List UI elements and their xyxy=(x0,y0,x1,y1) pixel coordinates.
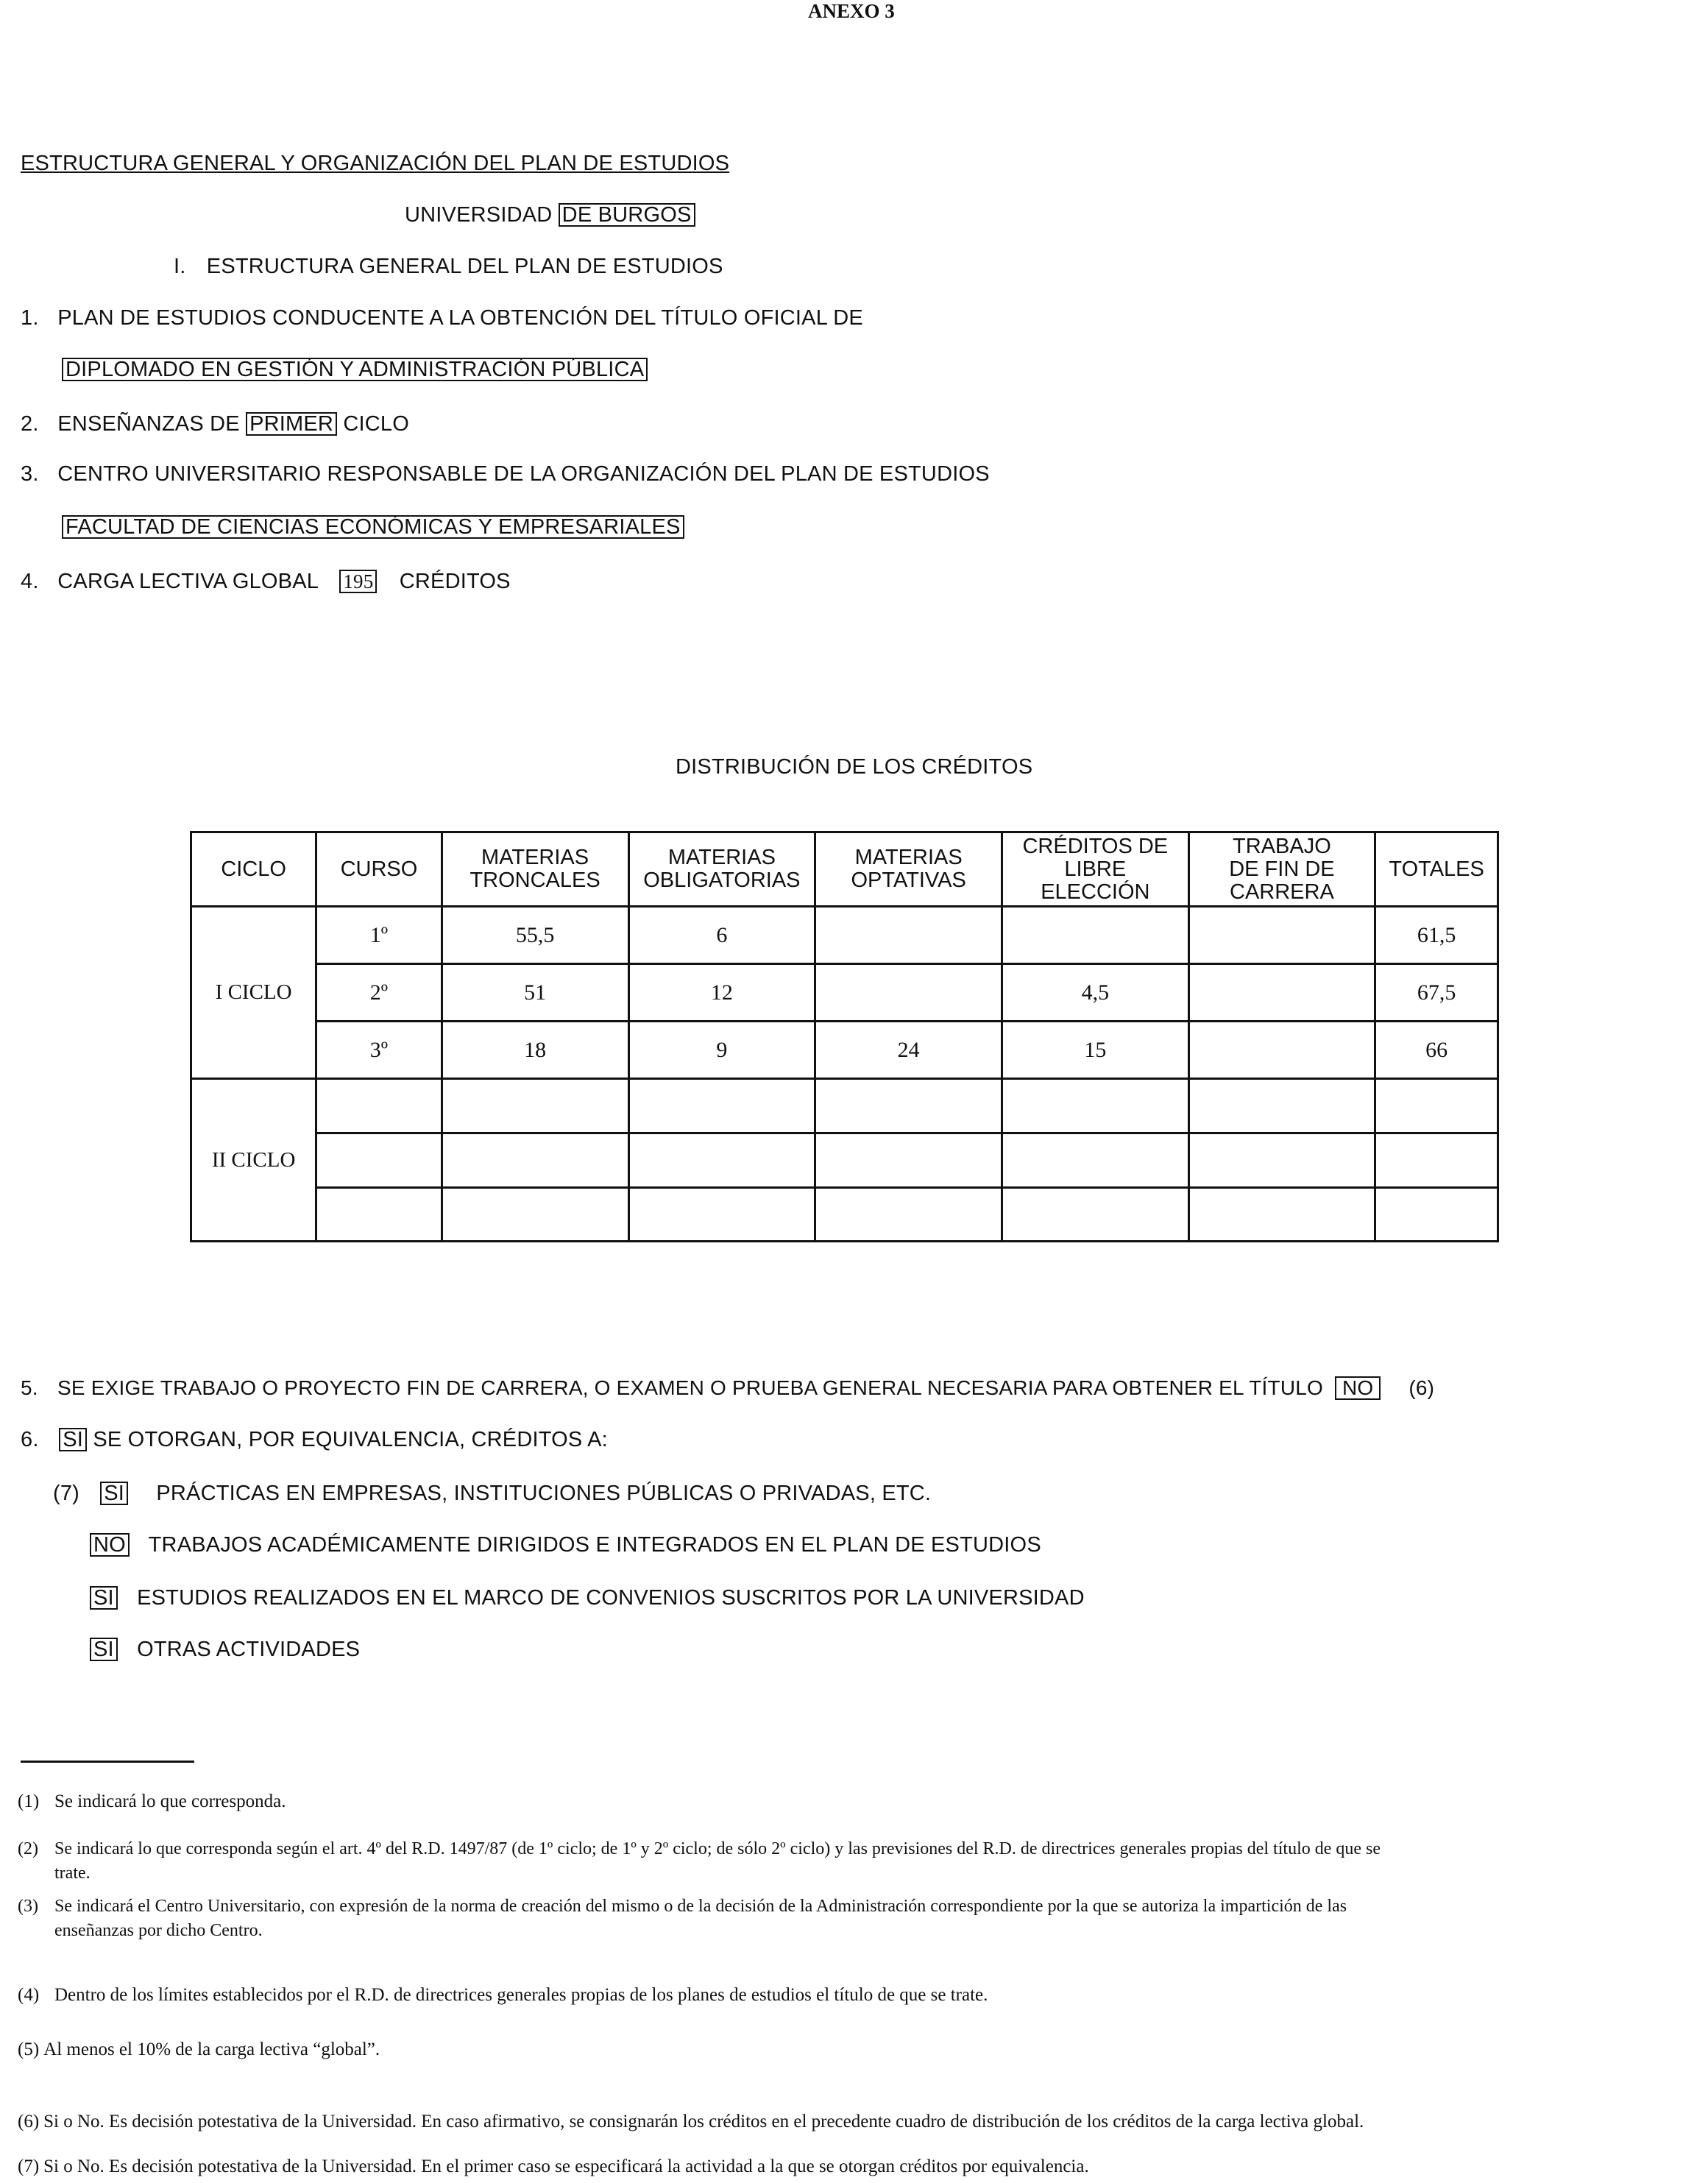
table-cell xyxy=(815,964,1002,1022)
footnote-text: Si o No. Es decisión potestativa de la Universidad. En caso afirmativo, se consignarán los créditos en el precedente cuadro de distribución de los créditos de la carga lectiva global. xyxy=(43,2112,1364,2131)
item-1 xyxy=(21,306,863,330)
equivalence-box: SI xyxy=(59,1428,87,1451)
footnote-mark: (2) xyxy=(18,1839,38,1858)
center-box: FACULTAD DE CIENCIAS ECONÓMICAS Y EMPRESARIALES xyxy=(62,515,684,539)
table-cell xyxy=(1188,907,1375,964)
table-cell: 61,5 xyxy=(1375,907,1498,964)
table-cell: 4,5 xyxy=(1002,964,1188,1022)
footnote-continuation: enseñanzas por dicho Centro. xyxy=(54,1921,263,1940)
equivalence-value-box: SI xyxy=(100,1482,128,1505)
table-cell: 66 xyxy=(1375,1022,1498,1079)
equivalence-value-box: SI xyxy=(90,1638,118,1661)
item-2-prefix: ENSEÑANZAS DE xyxy=(57,412,240,436)
table-cell xyxy=(815,1133,1002,1188)
table-cell: 12 xyxy=(628,964,815,1022)
item-4-suffix: CRÉDITOS xyxy=(399,570,511,593)
footnote-mark: (6) xyxy=(18,2112,40,2131)
table-cell xyxy=(815,907,1002,964)
table-row xyxy=(191,964,1498,1022)
table-cell xyxy=(316,1133,442,1188)
table-row xyxy=(191,1079,1498,1133)
university-prefix: UNIVERSIDAD xyxy=(405,203,553,227)
footnote xyxy=(18,2154,1089,2179)
table-cell xyxy=(628,1079,815,1133)
footnote-separator xyxy=(21,1761,194,1763)
credits-box: 195 xyxy=(339,570,377,593)
item-2 xyxy=(21,412,409,436)
annex-title: ANEXO 3 xyxy=(808,0,895,22)
table-cell: 1º xyxy=(316,907,442,964)
table-cell xyxy=(316,1188,442,1242)
footnote xyxy=(18,2037,380,2062)
table-cell: 18 xyxy=(442,1022,628,1079)
equivalence-text: ESTUDIOS REALIZADOS EN EL MARCO DE CONVENIOS SUSCRITOS POR LA UNIVERSIDAD xyxy=(137,1586,1085,1610)
table-cell: 9 xyxy=(628,1022,815,1079)
table-cell xyxy=(628,1188,815,1242)
table-cell: 2º xyxy=(316,964,442,1022)
equivalence-value-box: NO xyxy=(90,1533,130,1557)
footnote-text: Se indicará lo que corresponda según el art. 4º del R.D. 1497/87 (de 1º ciclo; de 1º y 2º ciclo; de sólo 2º ciclo) y las previsiones del R.D. de directrices generales propias del título de que se xyxy=(54,1839,1381,1858)
item-5-number: 5. xyxy=(21,1376,38,1399)
footnote-text: Se indicará el Centro Universitario, con expresión de la norma de creación del mismo o de la decisión de la Administración correspondiente por la que se autoriza la impartición de las xyxy=(54,1897,1347,1916)
table-cell xyxy=(1002,907,1188,964)
item-3-number: 3. xyxy=(21,462,39,486)
table-row xyxy=(191,1133,1498,1188)
credits-distribution-table xyxy=(190,831,1499,1242)
section-title xyxy=(174,255,723,279)
item-2-suffix: CICLO xyxy=(343,412,409,436)
item-6 xyxy=(21,1428,608,1452)
table-header-row xyxy=(191,832,1498,907)
footnote-text: Se indicará lo que corresponda. xyxy=(54,1791,286,1811)
table-cell xyxy=(815,1188,1002,1242)
table-cell xyxy=(442,1133,628,1188)
table-cell: 51 xyxy=(442,964,628,1022)
item-2-number: 2. xyxy=(21,412,39,436)
footnote-continuation: trate. xyxy=(54,1864,91,1883)
item-3-text: CENTRO UNIVERSITARIO RESPONSABLE DE LA ORGANIZACIÓN DEL PLAN DE ESTUDIOS xyxy=(57,462,990,486)
table-cell xyxy=(1002,1188,1188,1242)
item-6-number: 6. xyxy=(21,1428,39,1451)
table-cell: 67,5 xyxy=(1375,964,1498,1022)
cycle-1-cell: I CICLO xyxy=(191,907,316,1079)
cycle-2-cell: II CICLO xyxy=(191,1079,316,1242)
table-title: DISTRIBUCIÓN DE LOS CRÉDITOS xyxy=(676,755,1033,779)
table-cell xyxy=(1002,1133,1188,1188)
header-trabajo-fin: TRABAJO DE FIN DE CARRERA xyxy=(1188,832,1375,907)
header-ciclo: CICLO xyxy=(191,832,316,907)
footnote xyxy=(18,1894,1347,1943)
table-cell xyxy=(1375,1133,1498,1188)
table-cell xyxy=(442,1188,628,1242)
section-text: ESTRUCTURA GENERAL DEL PLAN DE ESTUDIOS xyxy=(206,255,723,278)
document-heading: ESTRUCTURA GENERAL Y ORGANIZACIÓN DEL PLAN DE ESTUDIOS xyxy=(21,152,730,175)
table-cell: 3º xyxy=(316,1022,442,1079)
item-4 xyxy=(21,570,511,594)
header-troncales: MATERIAS TRONCALES xyxy=(442,832,628,907)
university-line xyxy=(405,203,695,227)
item-5-text: SE EXIGE TRABAJO O PROYECTO FIN DE CARRERA, O EXAMEN O PRUEBA GENERAL NECESARIA PARA OBTENER EL TÍTULO xyxy=(57,1376,1323,1399)
header-curso: CURSO xyxy=(316,832,442,907)
footnote xyxy=(18,1789,286,1814)
equivalence-item xyxy=(53,1482,931,1506)
equivalence-item xyxy=(90,1586,1085,1610)
degree-title-box: DIPLOMADO EN GESTIÓN Y ADMINISTRACIÓN PÚBLICA xyxy=(62,358,648,381)
table-cell: 55,5 xyxy=(442,907,628,964)
header-optativas: MATERIAS OPTATIVAS xyxy=(815,832,1002,907)
table-cell xyxy=(1375,1188,1498,1242)
equivalence-text: OTRAS ACTIVIDADES xyxy=(137,1638,361,1661)
footnote xyxy=(18,1837,1381,1886)
table-cell: 6 xyxy=(628,907,815,964)
item-1-text: PLAN DE ESTUDIOS CONDUCENTE A LA OBTENCIÓN DEL TÍTULO OFICIAL DE xyxy=(57,306,863,330)
table-cell xyxy=(1002,1079,1188,1133)
table-row xyxy=(191,907,1498,964)
table-cell: 15 xyxy=(1002,1022,1188,1079)
table-cell xyxy=(1188,1133,1375,1188)
item-4-number: 4. xyxy=(21,570,39,593)
table-cell xyxy=(442,1079,628,1133)
table-cell xyxy=(1188,1188,1375,1242)
footnote-mark: (3) xyxy=(18,1897,38,1916)
table-cell xyxy=(316,1079,442,1133)
item-4-prefix: CARGA LECTIVA GLOBAL xyxy=(57,570,319,593)
footnote-mark: (4) xyxy=(18,1985,40,2005)
footnote-mark: (1) xyxy=(18,1791,40,1811)
item-5 xyxy=(21,1376,1434,1400)
equivalence-item xyxy=(90,1638,360,1662)
footnote-text: Al menos el 10% de la carga lectiva “global”. xyxy=(43,2039,380,2059)
header-libre-eleccion: CRÉDITOS DE LIBRE ELECCIÓN xyxy=(1002,832,1188,907)
cycle-box: PRIMER xyxy=(246,412,337,436)
item-1-value-line xyxy=(62,358,648,382)
final-project-box: NO xyxy=(1335,1376,1381,1400)
table-cell xyxy=(1375,1079,1498,1133)
table-cell xyxy=(628,1133,815,1188)
header-obligatorias: MATERIAS OBLIGATORIAS xyxy=(628,832,815,907)
university-name-box: DE BURGOS xyxy=(559,203,695,227)
footnote xyxy=(18,1983,988,2007)
table-cell xyxy=(1188,964,1375,1022)
item-6-text: SE OTORGAN, POR EQUIVALENCIA, CRÉDITOS A: xyxy=(93,1428,608,1451)
table-row xyxy=(191,1188,1498,1242)
equivalence-value-box: SI xyxy=(90,1586,118,1610)
footnote-mark: (7) xyxy=(18,2157,40,2176)
item-3-value-line xyxy=(62,515,684,539)
footnote xyxy=(18,2109,1364,2134)
equivalence-note: (7) xyxy=(53,1482,80,1505)
equivalence-item xyxy=(90,1533,1041,1557)
table-row xyxy=(191,1022,1498,1079)
table-cell: 24 xyxy=(815,1022,1002,1079)
equivalence-text: PRÁCTICAS EN EMPRESAS, INSTITUCIONES PÚBLICAS O PRIVADAS, ETC. xyxy=(156,1482,932,1505)
footnote-text: Dentro de los límites establecidos por el R.D. de directrices generales propias de los planes de estudios el título de que se trate. xyxy=(54,1985,988,2005)
item-3 xyxy=(21,462,990,487)
item-1-number: 1. xyxy=(21,306,39,330)
table-cell xyxy=(1188,1079,1375,1133)
table-cell xyxy=(815,1079,1002,1133)
item-5-note: (6) xyxy=(1408,1376,1435,1399)
header-totales: TOTALES xyxy=(1375,832,1498,907)
footnote-text: Si o No. Es decisión potestativa de la Universidad. En el primer caso se especificará la actividad a la que se otorgan créditos por equivalencia. xyxy=(43,2157,1089,2176)
table-cell xyxy=(1188,1022,1375,1079)
equivalence-text: TRABAJOS ACADÉMICAMENTE DIRIGIDOS E INTEGRADOS EN EL PLAN DE ESTUDIOS xyxy=(148,1533,1041,1557)
footnote-mark: (5) xyxy=(18,2039,40,2059)
section-number: I. xyxy=(174,255,186,278)
